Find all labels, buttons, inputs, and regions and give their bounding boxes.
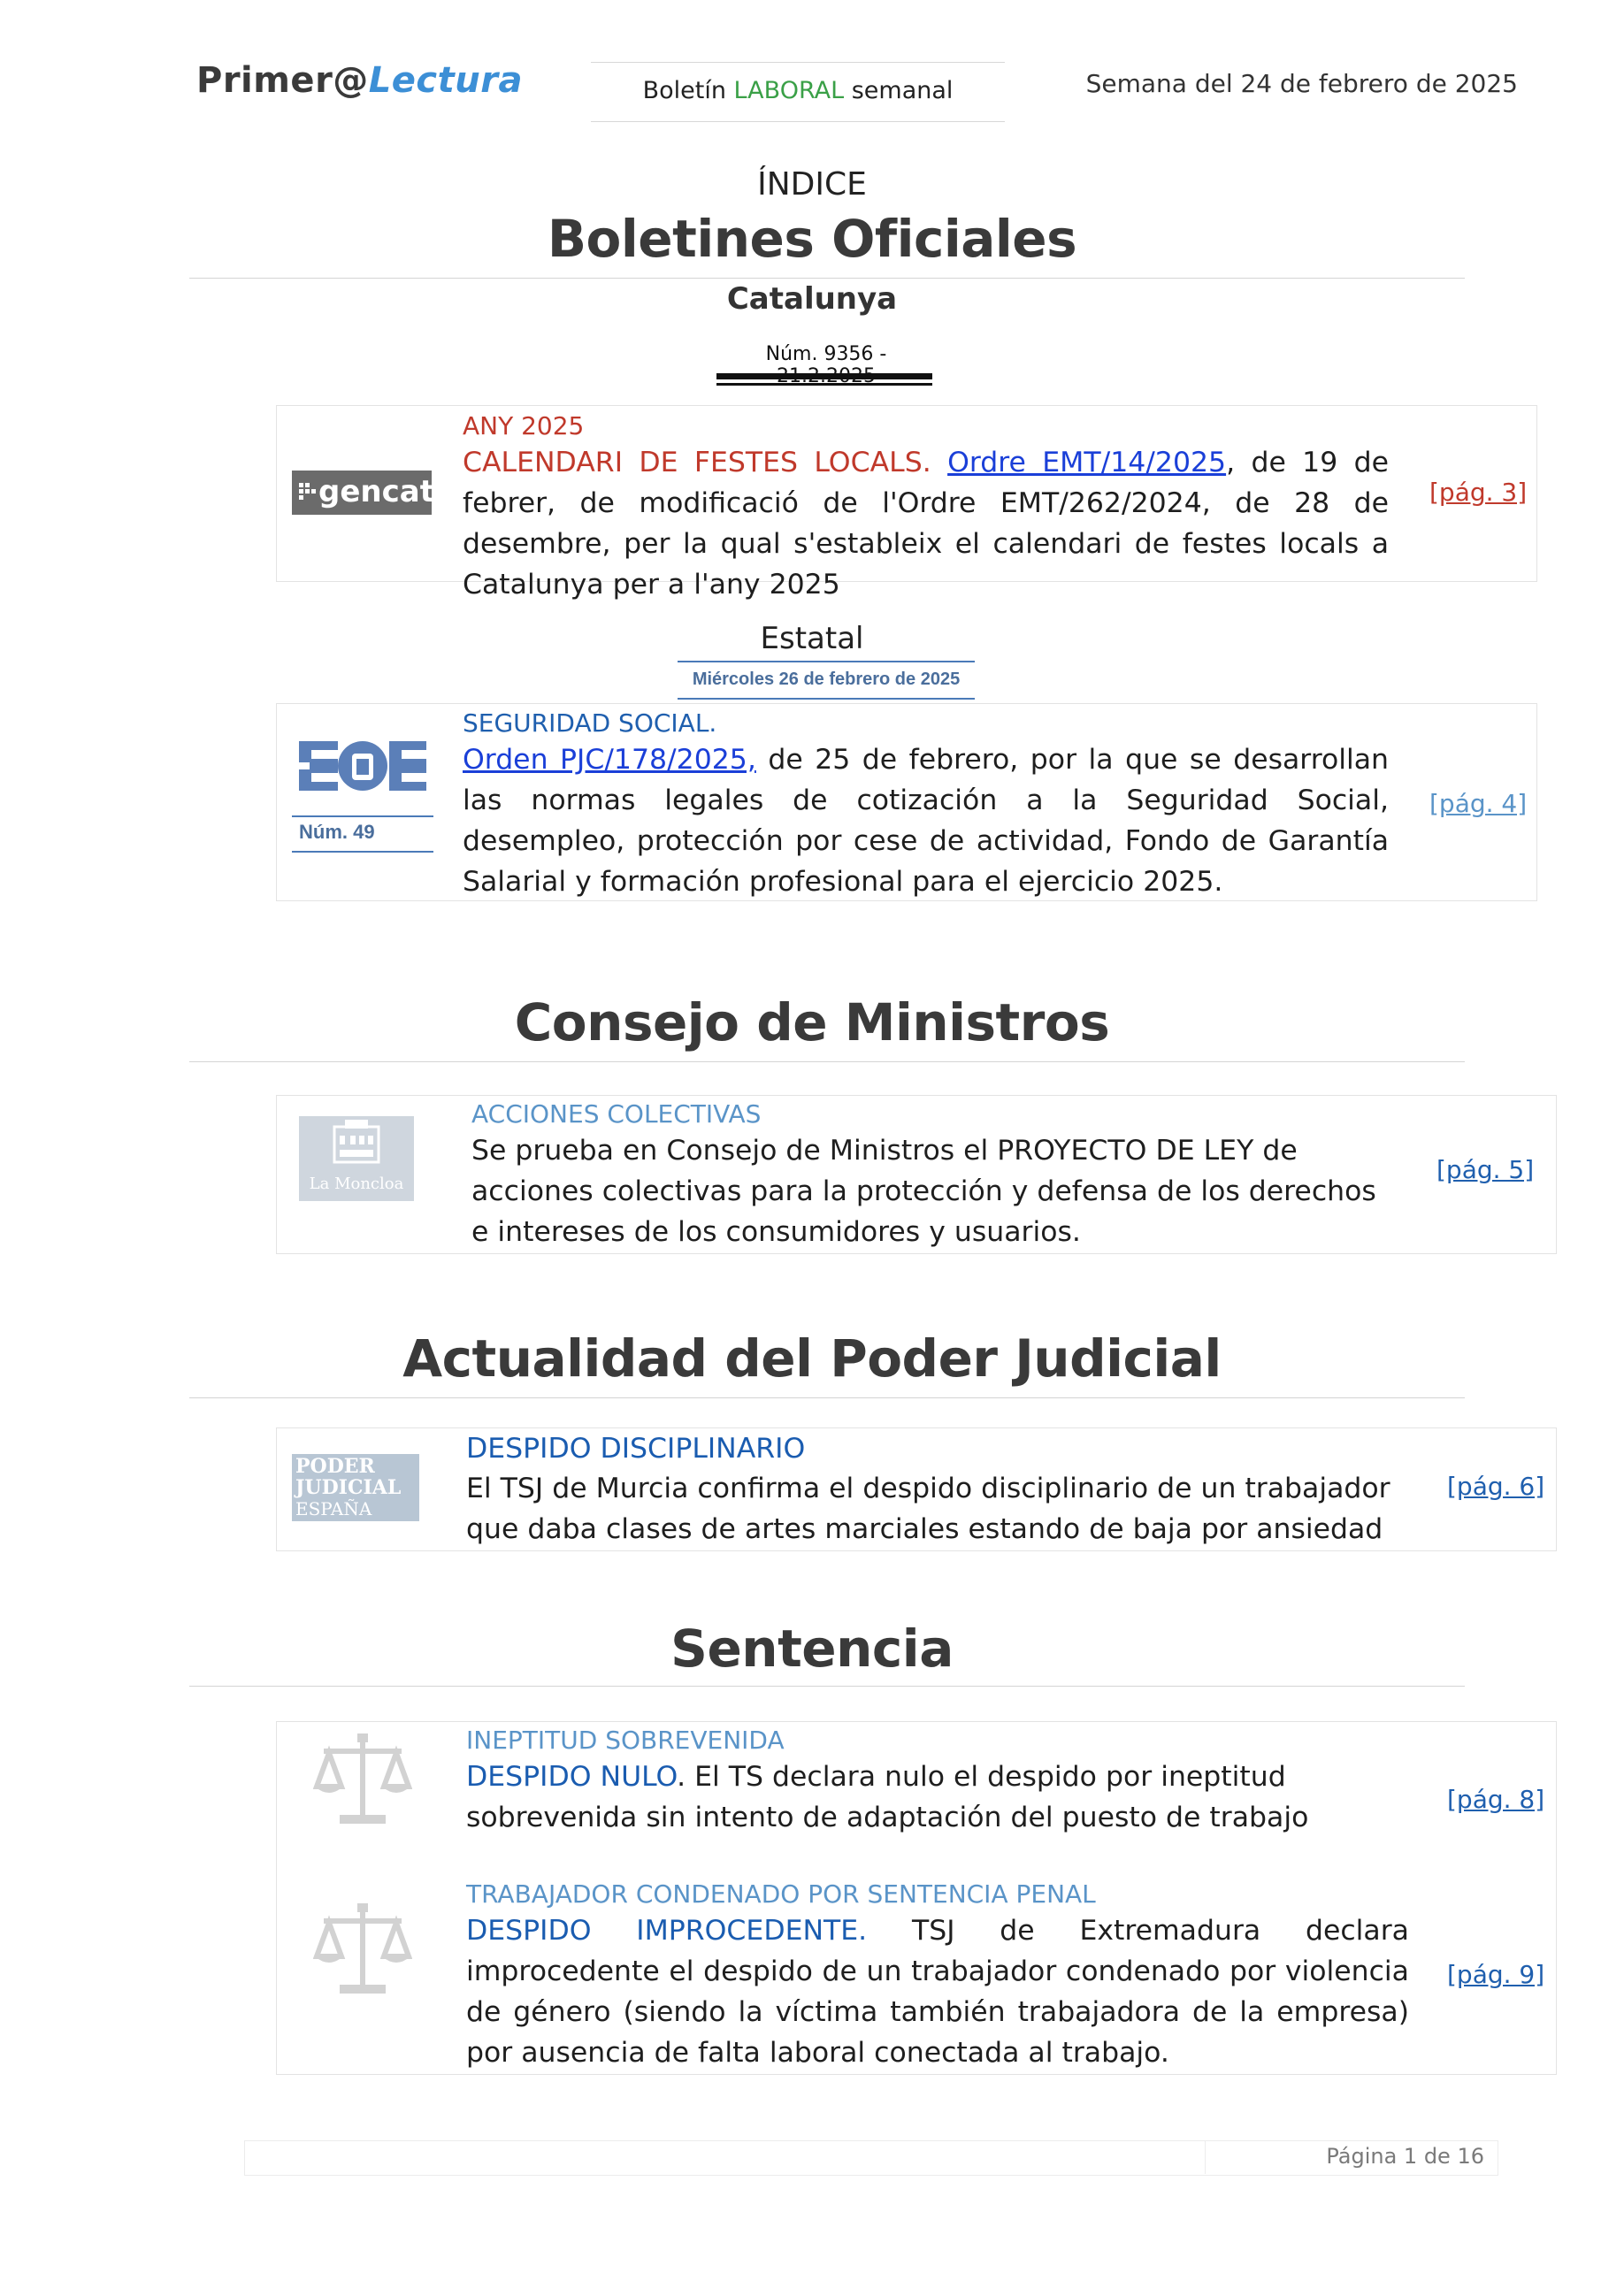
entry-description: Se prueba en Consejo de Ministros el PROYECTO DE LEY de acciones colectivas para la protección y defensa de los derechos e intereses de los consumidores y usuarios.	[471, 1135, 1376, 1248]
entry-category: INEPTITUD SOBREVENIDA	[466, 1726, 785, 1755]
entry-category: DESPIDO DISCIPLINARIO	[466, 1433, 806, 1465]
issue-underline-2	[716, 383, 932, 386]
entry-category: ANY 2025	[463, 411, 585, 440]
subsection-estatal: Estatal	[760, 621, 864, 656]
ordre-link[interactable]: Ordre EMT/14/2025	[947, 447, 1227, 478]
page-link[interactable]: [pág. 3]	[1429, 478, 1528, 507]
entry-text: TSJ de Extremadura declara improcedente el despido de un trabajador condenado por violencia de género (siendo la víctima también trabajadora de la empresa) por ausencia de falta laboral conectada al trabajo.	[466, 1915, 1409, 2069]
entry-description	[463, 442, 1389, 605]
page-number: Página 1 de 16	[1326, 2144, 1484, 2169]
page-link[interactable]: [pág. 9]	[1447, 1960, 1545, 1989]
section-title-sentencia: Sentencia	[670, 1619, 954, 1679]
week-date: Semana del 24 de febrero de 2025	[1085, 69, 1518, 98]
logo-line-3: ESPAÑA	[295, 1498, 372, 1519]
boe-logo	[292, 734, 433, 867]
entry-description	[463, 739, 1389, 902]
section-title-judicial: Actualidad del Poder Judicial	[402, 1328, 1222, 1389]
entry-heading: DESPIDO NULO	[466, 1761, 678, 1793]
entry-description	[466, 1756, 1409, 1838]
gencat-logo-text: gencat	[318, 474, 434, 509]
entry-text: . El TS declara nulo el despido por ineptitud sobrevenida sin intento de adaptación del puesto de trabajo	[466, 1761, 1309, 1833]
gencat-logo	[292, 471, 432, 515]
entry-text-1: , de 19 de febrer,	[463, 447, 1390, 519]
boe-number: Núm. 49	[299, 821, 375, 843]
entry-heading: CALENDARI DE FESTES LOCALS.	[463, 447, 931, 478]
section-divider	[189, 1061, 1465, 1062]
section-title-boletines: Boletines Oficiales	[547, 209, 1077, 269]
entry-text: de 25 de febrero, por la que se desarrollan las normas legales de cotización a la Seguridad Social, desempleo, protección por cese de actividad, Fondo de Garantía Salarial y formación profesional para el ejercicio 2025.	[463, 744, 1389, 898]
entry-category: SEGURIDAD SOCIAL.	[463, 708, 717, 738]
entry-description	[466, 1910, 1409, 2073]
moncloa-logo-text: La Moncloa	[309, 1175, 404, 1193]
logo-line-1: PODER	[295, 1455, 375, 1478]
page-link[interactable]: [pág. 5]	[1436, 1155, 1535, 1184]
entry-description: El TSJ de Murcia confirma el despido disciplinario de un trabajador que daba clases de artes marciales estando de baja por ansiedad	[466, 1473, 1390, 1545]
moncloa-logo	[299, 1116, 414, 1201]
entry-category: ACCIONES COLECTIVAS	[471, 1099, 762, 1129]
scales-of-justice-icon	[313, 1902, 412, 1997]
orden-link[interactable]: Orden PJC/178/2025,	[463, 744, 756, 776]
gencat-dots-icon	[299, 483, 318, 502]
section-divider	[189, 1686, 1465, 1687]
scales-of-justice-icon	[313, 1732, 412, 1827]
page-link[interactable]: [pág. 4]	[1429, 789, 1528, 818]
bulletin-suffix: semanal	[844, 77, 954, 104]
section-title-consejo: Consejo de Ministros	[514, 992, 1110, 1052]
brand-logo-part1: Primer@	[196, 60, 369, 101]
poder-judicial-logo	[292, 1454, 419, 1521]
index-title: ÍNDICE	[757, 166, 867, 203]
subsection-catalunya: Catalunya	[726, 281, 898, 317]
entry-category: TRABAJADOR CONDENADO POR SENTENCIA PENAL	[466, 1879, 1096, 1909]
boe-logo-icon	[292, 734, 433, 796]
brand-logo-part2: Lectura	[368, 60, 523, 101]
entry-text-2: de modificació de l'Ordre EMT/262/2024, de 28 de desembre, per la qual s'estableix el calendari de festes locals a Catalunya per a l'any 2025	[463, 487, 1389, 601]
boe-rule-bottom	[292, 851, 433, 853]
dogc-issue: Núm. 9356 -	[765, 343, 887, 365]
moncloa-building-icon	[299, 1116, 414, 1171]
bulletin-title	[591, 62, 1005, 122]
page-link[interactable]: [pág. 8]	[1447, 1785, 1545, 1814]
boe-rule-top	[292, 815, 433, 817]
section-divider	[189, 1397, 1465, 1398]
logo-line-2: JUDICIAL	[295, 1476, 402, 1499]
issue-underline	[716, 373, 932, 379]
brand-logo	[196, 60, 523, 101]
section-divider	[189, 278, 1465, 279]
entry-heading: DESPIDO IMPROCEDENTE.	[466, 1915, 868, 1947]
page-link[interactable]: [pág. 6]	[1447, 1472, 1545, 1501]
boe-date: Miércoles 26 de febrero de 2025	[678, 661, 975, 700]
bulletin-prefix: Boletín	[642, 77, 734, 104]
bulletin-accent: LABORAL	[733, 77, 845, 104]
